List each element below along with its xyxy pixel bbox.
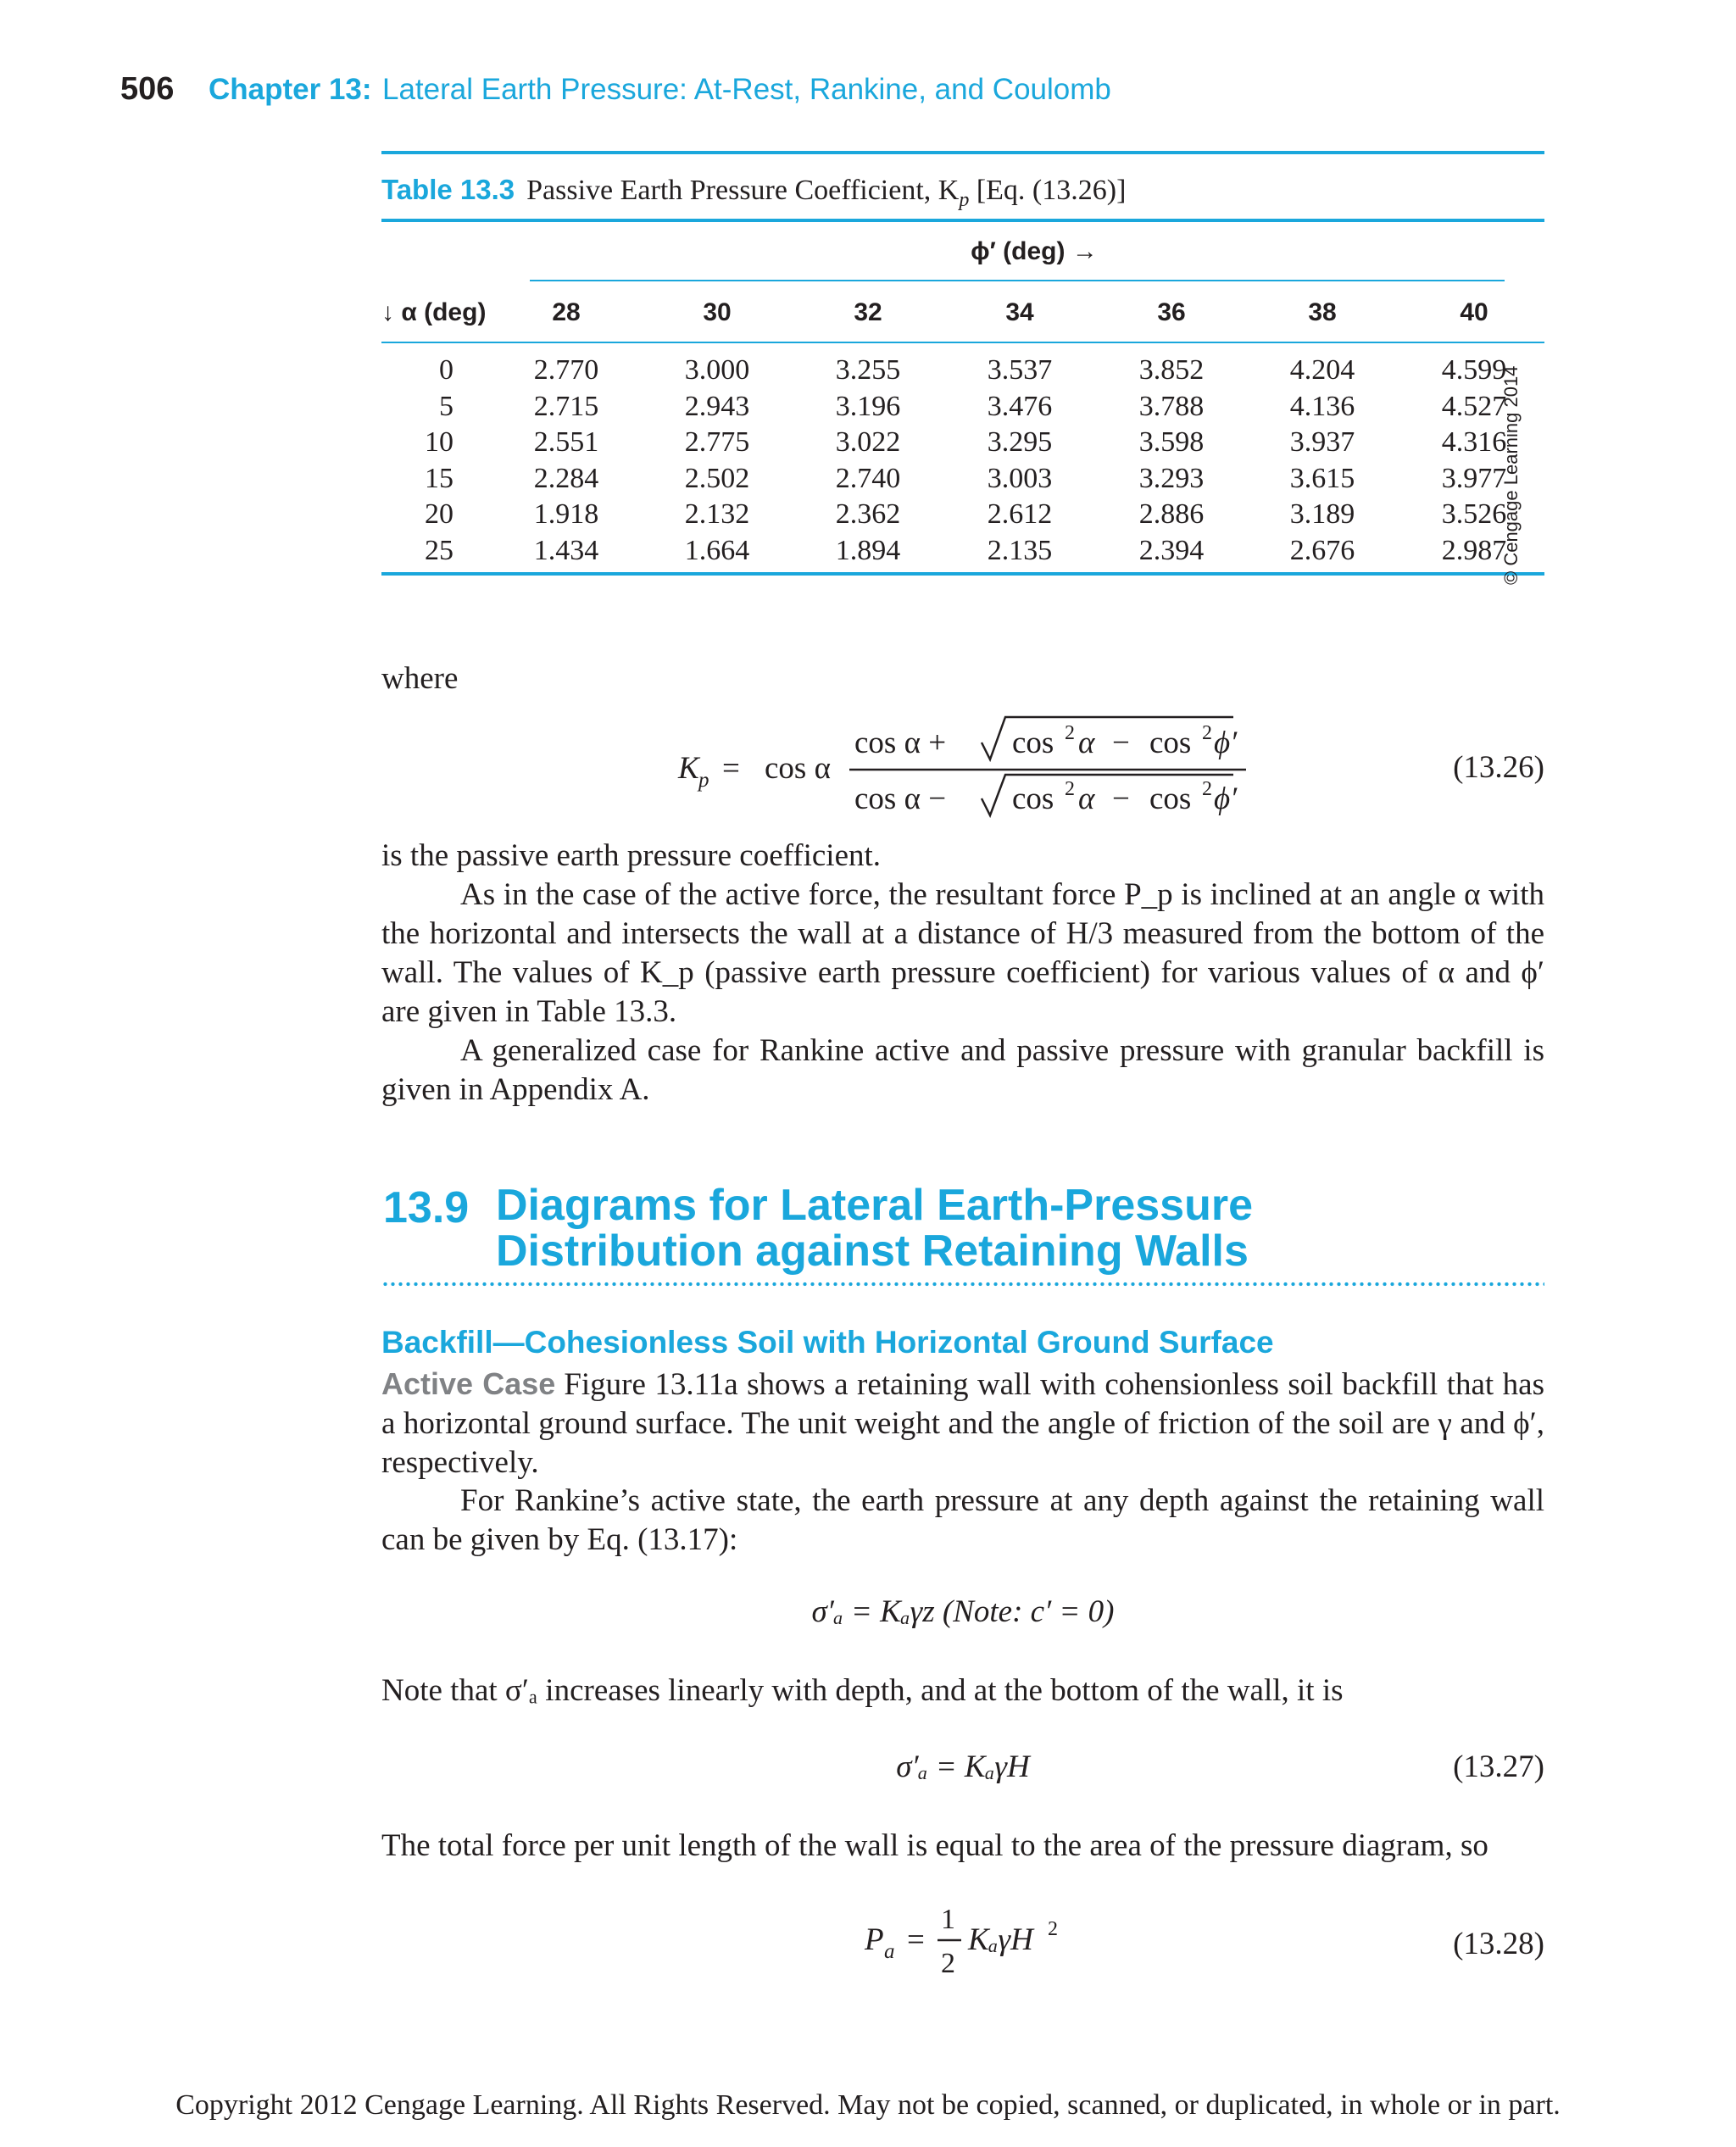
eq28-rhs: KₐγH: [968, 1922, 1033, 1957]
row-header-alpha: 25: [425, 534, 453, 566]
table-cell: 3.022: [835, 426, 901, 458]
eq28-equals: =: [907, 1922, 925, 1957]
table-cell: 3.000: [684, 354, 750, 386]
paragraph-rankine-active: For Rankine’s active state, the earth pressure at any depth against the retaining wall can be given by Eq. (13.17):: [381, 1483, 1544, 1557]
paragraph-linear-depth: Note that σ′ₐ increases linearly with depth, and at the bottom of the wall, it is: [381, 1673, 1344, 1708]
table-label: Table 13.3: [381, 174, 515, 205]
table-cell: 2.770: [533, 354, 599, 386]
equation-13-26: [670, 709, 1263, 827]
table-cell: 3.615: [1289, 462, 1355, 494]
table-cell: 3.788: [1138, 390, 1205, 422]
table-cell: 2.551: [533, 426, 599, 458]
section-title-line-2: Distribution against Retaining Walls: [496, 1226, 1249, 1276]
eq-den-minus: −: [1112, 781, 1130, 816]
table-cell: 2.943: [684, 390, 750, 422]
eq-den-left: cos α −: [854, 781, 947, 816]
table-credit: © Cengage Learning 2014: [1500, 365, 1522, 585]
eq28-rhs-sup: 2: [1048, 1918, 1058, 1940]
table-cell: 2.715: [533, 390, 599, 422]
paragraph-total-force: The total force per unit length of the wall is equal to the area of the pressure diagram, so: [381, 1828, 1488, 1863]
phi-group-rule: [530, 280, 1505, 281]
eq-num-minus: −: [1112, 726, 1130, 760]
section-title-line-1: Diagrams for Lateral Earth-Pressure: [496, 1181, 1254, 1230]
table-cell: 2.394: [1138, 534, 1205, 566]
table-cell: 2.135: [987, 534, 1053, 566]
section-number: 13.9: [383, 1183, 470, 1232]
eq-cos-alpha: cos α: [765, 751, 831, 786]
eq-equals: =: [722, 751, 740, 786]
column-header-phi-0: 28: [552, 298, 581, 326]
eq-den-sup1: 2: [1065, 778, 1075, 800]
chapter-label: Chapter 13:: [209, 73, 372, 106]
eq-13-26-number: (13.26): [1453, 750, 1544, 785]
row-header-alpha: 20: [425, 498, 453, 530]
active-case-label: Active Case: [381, 1366, 556, 1401]
eq28-denominator: 2: [941, 1948, 955, 1979]
table-cell: 3.295: [987, 426, 1053, 458]
eq-num-cos1: cos: [1012, 726, 1054, 760]
table-header-rule: [381, 342, 1544, 343]
equation-13-28: [856, 1894, 1110, 1996]
table-caption-rule: [381, 219, 1544, 222]
table-cell: 2.132: [684, 498, 750, 530]
table-cell: 2.987: [1441, 534, 1507, 566]
table-cell: 1.434: [533, 534, 599, 566]
table-cell: 2.886: [1138, 498, 1205, 530]
table-cell: 3.526: [1441, 498, 1507, 530]
active-case-text: Figure 13.11a shows a retaining wall with cohensionless soil backfill that has a horizontal ground surface. The unit weight and the angle of friction of the soil are γ and ϕ′, respectively.: [381, 1367, 1544, 1480]
column-header-phi-2: 32: [854, 298, 882, 326]
eq-13-28-number: (13.28): [1453, 1927, 1544, 1961]
table-cell: 2.362: [835, 498, 901, 530]
table-cell: 4.599: [1441, 354, 1507, 386]
table-cell: 1.664: [684, 534, 750, 566]
table-caption-text: Passive Earth Pressure Coefficient, K: [526, 175, 960, 206]
table-cell: 3.537: [987, 354, 1053, 386]
eq-kp-sub: p: [698, 769, 709, 792]
table-cell: 3.977: [1441, 462, 1507, 494]
phi-column-group-header: ϕ′ (deg) →: [971, 237, 1098, 265]
eq28-numerator: 1: [941, 1904, 955, 1935]
table-cell: 3.196: [835, 390, 901, 422]
table-caption-sub: p: [959, 188, 970, 211]
paragraph-resultant-force: As in the case of the active force, the resultant force P_p is inclined at an angle α with the horizontal and intersects the wall at a distance of H/3 measured from the bottom of the wall. The values of K_p (passive earth pressure coefficient) for various values of α and ϕ′ are given in Table 13.3.: [381, 877, 1544, 1029]
table-cell: 3.598: [1138, 426, 1205, 458]
table-cell: 3.189: [1289, 498, 1355, 530]
where-text: where: [381, 661, 459, 696]
table-cell: 2.502: [684, 462, 750, 494]
eq-den-phi: ϕ′: [1214, 781, 1238, 816]
table-cell: 3.255: [835, 354, 901, 386]
subsection-heading: Backfill—Cohesionless Soil with Horizontal Ground Surface: [381, 1325, 1274, 1360]
eq28-lhs: P: [865, 1922, 884, 1957]
table-cell: 3.003: [987, 462, 1053, 494]
table-bottom-rule: [381, 572, 1544, 576]
eq-num-phi: ϕ′: [1214, 726, 1238, 760]
table-cell: 1.894: [835, 534, 901, 566]
column-header-phi-4: 36: [1157, 298, 1186, 326]
column-header-phi-1: 30: [703, 298, 732, 326]
chapter-title: Lateral Earth Pressure: At-Rest, Rankine, and Coulomb: [382, 73, 1111, 106]
table-cell: 4.136: [1289, 390, 1355, 422]
equation-13-27: σ′ₐ = KₐγH: [896, 1749, 1030, 1784]
paragraph-passive-coefficient: is the passive earth pressure coefficient.: [381, 838, 882, 873]
table-cell: 4.527: [1441, 390, 1507, 422]
section-title: [496, 1182, 1253, 1274]
table-cell: 4.204: [1289, 354, 1355, 386]
table-cell: 3.852: [1138, 354, 1205, 386]
column-header-phi-5: 38: [1308, 298, 1337, 326]
column-header-phi-6: 40: [1460, 298, 1488, 326]
eq-13-27-number: (13.27): [1453, 1749, 1544, 1784]
eq28-lhs-sub: a: [884, 1940, 895, 1963]
table-caption-eq: [Eq. (13.26)]: [976, 175, 1127, 206]
table-cell: 4.316: [1441, 426, 1507, 458]
eq-den-cos2: cos: [1149, 781, 1192, 816]
table-cell: 2.775: [684, 426, 750, 458]
table-cell: 2.740: [835, 462, 901, 494]
eq-num-alpha: α: [1078, 726, 1095, 760]
table-cell: 1.918: [533, 498, 599, 530]
row-header-alpha: 5: [439, 390, 453, 422]
paragraph-active-case: [381, 1365, 1544, 1482]
eq-den-alpha: α: [1078, 781, 1095, 816]
table-top-rule: [381, 151, 1544, 154]
table-cell: 2.612: [987, 498, 1053, 530]
section-dotted-rule: [381, 1282, 1544, 1287]
row-header-alpha: 10: [425, 426, 453, 458]
table-cell: 2.284: [533, 462, 599, 494]
eq-num-left: cos α +: [854, 726, 947, 760]
eq-kp-lhs: K: [678, 751, 699, 786]
table-cell: 3.937: [1289, 426, 1355, 458]
alpha-row-header: ↓ α (deg): [381, 298, 487, 326]
row-header-alpha: 15: [425, 462, 453, 494]
column-header-phi-3: 34: [1005, 298, 1034, 326]
page-number: 506: [120, 71, 175, 107]
row-header-alpha: 0: [439, 354, 453, 386]
table-caption: [381, 174, 1126, 212]
table-cell: 3.293: [1138, 462, 1205, 494]
eq-num-sup1: 2: [1065, 722, 1075, 744]
table-cell: 2.676: [1289, 534, 1355, 566]
eq-num-cos2: cos: [1149, 726, 1192, 760]
paragraph-generalized-case: A generalized case for Rankine active and passive pressure with granular backfill is given in Appendix A.: [381, 1033, 1544, 1107]
eq-den-sup2: 2: [1202, 778, 1212, 800]
table-cell: 3.476: [987, 390, 1053, 422]
equation-active-pressure: σ′ₐ = Kₐγz (Note: c′ = 0): [811, 1594, 1115, 1629]
eq-num-sup2: 2: [1202, 722, 1212, 744]
copyright-footer: Copyright 2012 Cengage Learning. All Rights Reserved. May not be copied, scanned, or duplicated, in whole or in part.: [175, 2089, 1561, 2121]
eq-den-cos1: cos: [1012, 781, 1054, 816]
